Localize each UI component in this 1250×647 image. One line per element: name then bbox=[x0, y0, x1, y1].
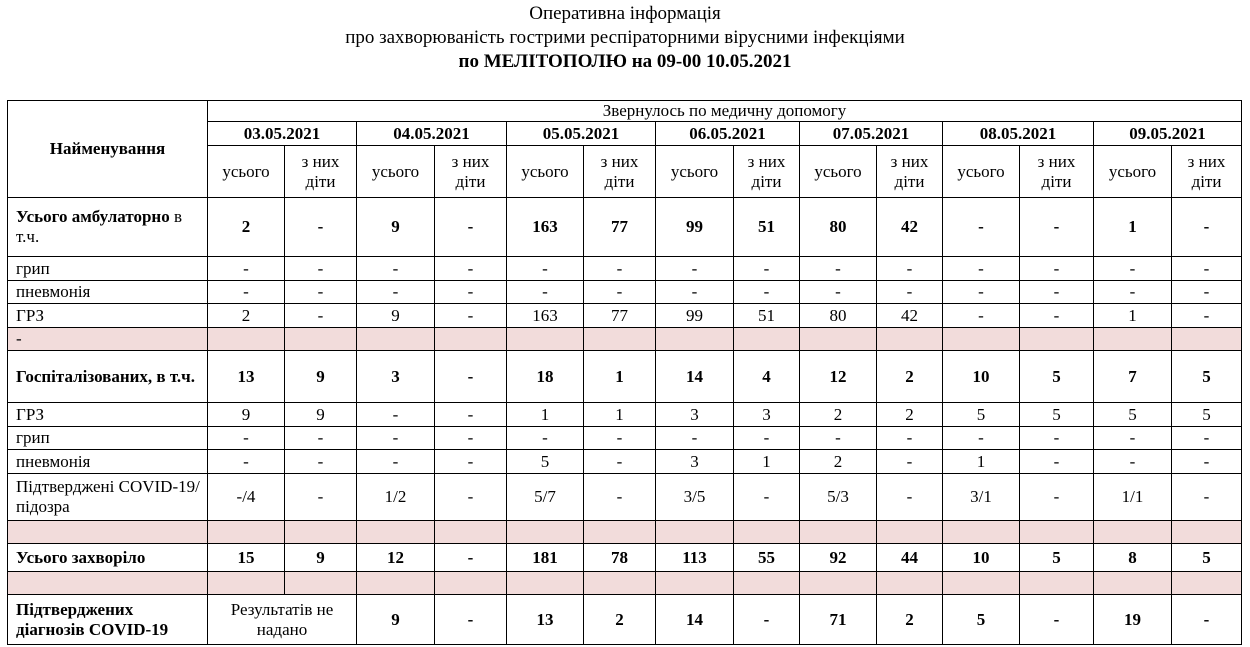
value-cell: 181 bbox=[507, 544, 584, 572]
value-cell: 3/5 bbox=[656, 474, 734, 521]
value-cell: - bbox=[1172, 257, 1242, 281]
value-cell: 1 bbox=[734, 450, 800, 474]
subheader-children: з них діти bbox=[285, 146, 357, 198]
value-cell: 1 bbox=[1094, 198, 1172, 257]
row-confirmed-covid bbox=[8, 595, 1242, 645]
value-cell: - bbox=[507, 427, 584, 450]
empty-cell bbox=[1020, 521, 1094, 544]
value-cell: 55 bbox=[734, 544, 800, 572]
value-cell: 1 bbox=[584, 351, 656, 403]
value-cell: 9 bbox=[357, 304, 435, 328]
empty-cell bbox=[435, 328, 507, 351]
value-cell: - bbox=[1172, 427, 1242, 450]
empty-cell bbox=[507, 328, 584, 351]
subheader-children: з них діти bbox=[734, 146, 800, 198]
empty-cell bbox=[285, 572, 357, 595]
value-cell: 2 bbox=[877, 595, 943, 645]
value-cell: 13 bbox=[507, 595, 584, 645]
value-cell: 10 bbox=[943, 351, 1020, 403]
value-cell: 9 bbox=[208, 403, 285, 427]
value-cell: 2 bbox=[800, 450, 877, 474]
value-cell: - bbox=[943, 427, 1020, 450]
empty-cell bbox=[435, 521, 507, 544]
subheader-total: усього bbox=[800, 146, 877, 198]
value-cell: 5 bbox=[1172, 403, 1242, 427]
value-cell: - bbox=[1020, 595, 1094, 645]
date-header: 09.05.2021 bbox=[1094, 122, 1242, 146]
value-cell: 51 bbox=[734, 304, 800, 328]
empty-cell bbox=[877, 521, 943, 544]
value-cell: - bbox=[1020, 427, 1094, 450]
value-cell: 44 bbox=[877, 544, 943, 572]
date-header: 07.05.2021 bbox=[800, 122, 943, 146]
value-cell: - bbox=[1094, 450, 1172, 474]
value-cell: 80 bbox=[800, 198, 877, 257]
row-label: Усього захворіло bbox=[8, 544, 208, 572]
empty-cell bbox=[656, 521, 734, 544]
value-cell: - bbox=[584, 427, 656, 450]
row-ari-outpatient bbox=[8, 304, 1242, 328]
value-cell: 163 bbox=[507, 198, 584, 257]
row-ambulatory bbox=[8, 198, 1242, 257]
value-cell: - bbox=[435, 595, 507, 645]
value-cell: 71 bbox=[800, 595, 877, 645]
empty-cell bbox=[734, 572, 800, 595]
value-cell: 80 bbox=[800, 304, 877, 328]
value-cell: - bbox=[1020, 198, 1094, 257]
subheader-children: з них діти bbox=[1020, 146, 1094, 198]
title-line-1: Оперативна інформація bbox=[529, 3, 721, 24]
row-pneumonia-outpatient bbox=[8, 281, 1242, 304]
value-cell: - bbox=[435, 450, 507, 474]
row-label: - bbox=[8, 328, 208, 351]
value-cell: 8 bbox=[1094, 544, 1172, 572]
value-cell: - bbox=[877, 450, 943, 474]
value-cell: - bbox=[584, 450, 656, 474]
subheader-total: усього bbox=[656, 146, 734, 198]
row-label-bold: Усього амбулаторно bbox=[16, 207, 170, 226]
empty-cell bbox=[507, 572, 584, 595]
row-label-suffix: в т.ч. bbox=[16, 207, 182, 246]
value-cell: - bbox=[507, 281, 584, 304]
row-hospitalized bbox=[8, 351, 1242, 403]
value-cell: 77 bbox=[584, 198, 656, 257]
value-cell: - bbox=[800, 257, 877, 281]
value-cell: - bbox=[656, 427, 734, 450]
value-cell: 9 bbox=[285, 403, 357, 427]
value-cell: 13 bbox=[208, 351, 285, 403]
value-cell: 51 bbox=[734, 198, 800, 257]
value-cell: 2 bbox=[584, 595, 656, 645]
value-cell: - bbox=[435, 427, 507, 450]
subheader-children: з них діти bbox=[877, 146, 943, 198]
row-label: ГРЗ bbox=[8, 403, 208, 427]
value-cell: 1 bbox=[943, 450, 1020, 474]
value-cell: 5 bbox=[1094, 403, 1172, 427]
empty-cell bbox=[734, 328, 800, 351]
value-cell: 42 bbox=[877, 198, 943, 257]
empty-cell bbox=[1020, 328, 1094, 351]
value-cell: 2 bbox=[877, 403, 943, 427]
value-cell: 3 bbox=[734, 403, 800, 427]
value-cell: 163 bbox=[507, 304, 584, 328]
value-cell: - bbox=[734, 427, 800, 450]
value-cell: - bbox=[208, 257, 285, 281]
empty-cell bbox=[208, 521, 285, 544]
empty-cell bbox=[584, 572, 656, 595]
empty-cell bbox=[208, 328, 285, 351]
row-label: Підтверджених діагнозів COVID-19 bbox=[8, 595, 208, 645]
subheader-total: усього bbox=[943, 146, 1020, 198]
value-cell: - bbox=[877, 281, 943, 304]
value-cell: 7 bbox=[1094, 351, 1172, 403]
value-cell: - bbox=[435, 403, 507, 427]
value-cell: - bbox=[1020, 257, 1094, 281]
value-cell: - bbox=[800, 427, 877, 450]
value-cell: - bbox=[1172, 474, 1242, 521]
subheader-children: з них діти bbox=[1172, 146, 1242, 198]
value-cell: 12 bbox=[357, 544, 435, 572]
row-flu-outpatient bbox=[8, 257, 1242, 281]
value-cell: 2 bbox=[800, 403, 877, 427]
value-cell: - bbox=[800, 281, 877, 304]
value-cell: 1/2 bbox=[357, 474, 435, 521]
value-cell: - bbox=[285, 474, 357, 521]
subheader-children: з них діти bbox=[584, 146, 656, 198]
value-cell: - bbox=[507, 257, 584, 281]
value-cell: - bbox=[435, 304, 507, 328]
value-cell: - bbox=[584, 474, 656, 521]
value-cell: 3/1 bbox=[943, 474, 1020, 521]
value-cell: 78 bbox=[584, 544, 656, 572]
value-cell: 14 bbox=[656, 595, 734, 645]
value-cell: - bbox=[357, 257, 435, 281]
value-cell: - bbox=[734, 474, 800, 521]
empty-cell bbox=[285, 328, 357, 351]
empty-cell bbox=[357, 572, 435, 595]
value-cell: 99 bbox=[656, 198, 734, 257]
name-column-header: Найменування bbox=[8, 101, 208, 198]
value-cell: 5 bbox=[507, 450, 584, 474]
row-label: пневмонія bbox=[8, 281, 208, 304]
row-pneumonia-hospital bbox=[8, 450, 1242, 474]
value-cell: - bbox=[877, 257, 943, 281]
value-cell: 2 bbox=[208, 304, 285, 328]
value-cell: - bbox=[285, 257, 357, 281]
value-cell: 113 bbox=[656, 544, 734, 572]
empty-cell bbox=[435, 572, 507, 595]
date-header: 08.05.2021 bbox=[943, 122, 1094, 146]
separator-row bbox=[8, 328, 1242, 351]
value-cell: - bbox=[734, 281, 800, 304]
row-label: грип bbox=[8, 427, 208, 450]
value-cell: 5 bbox=[1020, 351, 1094, 403]
value-cell: - bbox=[357, 427, 435, 450]
value-cell: 4 bbox=[734, 351, 800, 403]
subheader-children: з них діти bbox=[435, 146, 507, 198]
value-cell: - bbox=[1172, 198, 1242, 257]
value-cell: 99 bbox=[656, 304, 734, 328]
value-cell: - bbox=[1094, 281, 1172, 304]
date-header: 06.05.2021 bbox=[656, 122, 800, 146]
empty-cell bbox=[656, 572, 734, 595]
value-cell: - bbox=[656, 281, 734, 304]
empty-cell bbox=[877, 572, 943, 595]
value-cell: - bbox=[1172, 304, 1242, 328]
empty-cell bbox=[877, 328, 943, 351]
empty-cell bbox=[8, 572, 208, 595]
value-cell: - bbox=[734, 257, 800, 281]
value-cell: 1 bbox=[507, 403, 584, 427]
value-cell: - bbox=[943, 198, 1020, 257]
row-total-sick bbox=[8, 544, 1242, 572]
value-cell: 10 bbox=[943, 544, 1020, 572]
value-cell: - bbox=[877, 427, 943, 450]
value-cell: - bbox=[656, 257, 734, 281]
value-cell: 5 bbox=[1172, 544, 1242, 572]
value-cell: - bbox=[943, 304, 1020, 328]
value-cell: - bbox=[435, 257, 507, 281]
empty-cell bbox=[800, 521, 877, 544]
value-cell: 5 bbox=[943, 595, 1020, 645]
value-cell: 1 bbox=[584, 403, 656, 427]
empty-cell bbox=[285, 521, 357, 544]
value-cell: - bbox=[584, 257, 656, 281]
date-header: 05.05.2021 bbox=[507, 122, 656, 146]
value-cell: - bbox=[1094, 257, 1172, 281]
value-cell: - bbox=[877, 474, 943, 521]
value-cell: - bbox=[584, 281, 656, 304]
value-cell: 5 bbox=[943, 403, 1020, 427]
value-cell: 9 bbox=[357, 198, 435, 257]
value-cell: - bbox=[943, 257, 1020, 281]
empty-cell bbox=[357, 521, 435, 544]
value-cell: 5 bbox=[1020, 403, 1094, 427]
value-cell: - bbox=[435, 198, 507, 257]
value-cell: 18 bbox=[507, 351, 584, 403]
value-cell: 1 bbox=[1094, 304, 1172, 328]
empty-cell bbox=[943, 328, 1020, 351]
empty-cell bbox=[656, 328, 734, 351]
empty-cell bbox=[1172, 521, 1242, 544]
empty-cell bbox=[208, 572, 285, 595]
empty-cell bbox=[1094, 328, 1172, 351]
value-cell: 9 bbox=[285, 544, 357, 572]
value-cell: - bbox=[435, 474, 507, 521]
value-cell: 92 bbox=[800, 544, 877, 572]
empty-cell bbox=[584, 328, 656, 351]
empty-cell bbox=[1094, 521, 1172, 544]
empty-cell bbox=[800, 572, 877, 595]
row-label: Підтверджені COVID-19/підозра bbox=[8, 474, 208, 521]
value-cell: - bbox=[1020, 281, 1094, 304]
empty-cell bbox=[1094, 572, 1172, 595]
value-cell: - bbox=[943, 281, 1020, 304]
value-cell: 5/7 bbox=[507, 474, 584, 521]
title-line-2: про захворюваність гострими респіраторними вірусними інфекціями bbox=[345, 27, 905, 48]
value-cell: - bbox=[435, 281, 507, 304]
value-cell: - bbox=[357, 450, 435, 474]
empty-cell bbox=[584, 521, 656, 544]
empty-cell bbox=[357, 328, 435, 351]
empty-cell bbox=[8, 521, 208, 544]
value-cell: - bbox=[208, 281, 285, 304]
date-header: 03.05.2021 bbox=[208, 122, 357, 146]
empty-cell bbox=[943, 521, 1020, 544]
value-cell: 15 bbox=[208, 544, 285, 572]
row-ari-hospital bbox=[8, 403, 1242, 427]
statistics-table bbox=[7, 100, 1242, 645]
value-cell: - bbox=[1020, 450, 1094, 474]
value-cell: - bbox=[285, 450, 357, 474]
separator-row bbox=[8, 521, 1242, 544]
subheader-total: усього bbox=[357, 146, 435, 198]
value-cell: - bbox=[1172, 450, 1242, 474]
title-line-3: по МЕЛІТОПОЛЮ на 09-00 10.05.2021 bbox=[458, 51, 792, 72]
empty-cell bbox=[1172, 328, 1242, 351]
value-cell: 3 bbox=[656, 450, 734, 474]
value-cell: 3 bbox=[357, 351, 435, 403]
subheader-total: усього bbox=[1094, 146, 1172, 198]
value-cell: - bbox=[435, 351, 507, 403]
value-cell: - bbox=[208, 450, 285, 474]
separator-row bbox=[8, 572, 1242, 595]
report-title bbox=[0, 2, 1250, 74]
subheader-total: усього bbox=[208, 146, 285, 198]
value-cell: - bbox=[285, 427, 357, 450]
no-results-cell: Результатів не надано bbox=[208, 595, 357, 645]
row-label: пневмонія bbox=[8, 450, 208, 474]
value-cell: 5 bbox=[1172, 351, 1242, 403]
value-cell: 9 bbox=[285, 351, 357, 403]
value-cell: 19 bbox=[1094, 595, 1172, 645]
value-cell: 77 bbox=[584, 304, 656, 328]
value-cell: 1/1 bbox=[1094, 474, 1172, 521]
value-cell: - bbox=[1094, 427, 1172, 450]
empty-cell bbox=[507, 521, 584, 544]
value-cell: -/4 bbox=[208, 474, 285, 521]
value-cell: 3 bbox=[656, 403, 734, 427]
value-cell: 42 bbox=[877, 304, 943, 328]
value-cell: - bbox=[357, 403, 435, 427]
value-cell: 2 bbox=[208, 198, 285, 257]
row-label: грип bbox=[8, 257, 208, 281]
empty-cell bbox=[800, 328, 877, 351]
date-header: 04.05.2021 bbox=[357, 122, 507, 146]
value-cell: - bbox=[1172, 281, 1242, 304]
value-cell: - bbox=[285, 198, 357, 257]
value-cell: - bbox=[285, 281, 357, 304]
group-header: Звернулось по медичну допомогу bbox=[208, 101, 1242, 122]
value-cell: - bbox=[285, 304, 357, 328]
row-label: ГРЗ bbox=[8, 304, 208, 328]
value-cell: 14 bbox=[656, 351, 734, 403]
empty-cell bbox=[943, 572, 1020, 595]
value-cell: 5/3 bbox=[800, 474, 877, 521]
subheader-total: усього bbox=[507, 146, 584, 198]
value-cell: - bbox=[734, 595, 800, 645]
row-flu-hospital bbox=[8, 427, 1242, 450]
value-cell: 2 bbox=[877, 351, 943, 403]
value-cell: - bbox=[208, 427, 285, 450]
value-cell: 12 bbox=[800, 351, 877, 403]
row-label bbox=[8, 198, 208, 257]
value-cell: - bbox=[357, 281, 435, 304]
empty-cell bbox=[734, 521, 800, 544]
row-covid-confirmed-suspected bbox=[8, 474, 1242, 521]
value-cell: 9 bbox=[357, 595, 435, 645]
empty-cell bbox=[1020, 572, 1094, 595]
value-cell: 5 bbox=[1020, 544, 1094, 572]
row-label: Госпіталізованих, в т.ч. bbox=[8, 351, 208, 403]
value-cell: - bbox=[1172, 595, 1242, 645]
value-cell: - bbox=[1020, 304, 1094, 328]
empty-cell bbox=[1172, 572, 1242, 595]
value-cell: - bbox=[1020, 474, 1094, 521]
value-cell: - bbox=[435, 544, 507, 572]
